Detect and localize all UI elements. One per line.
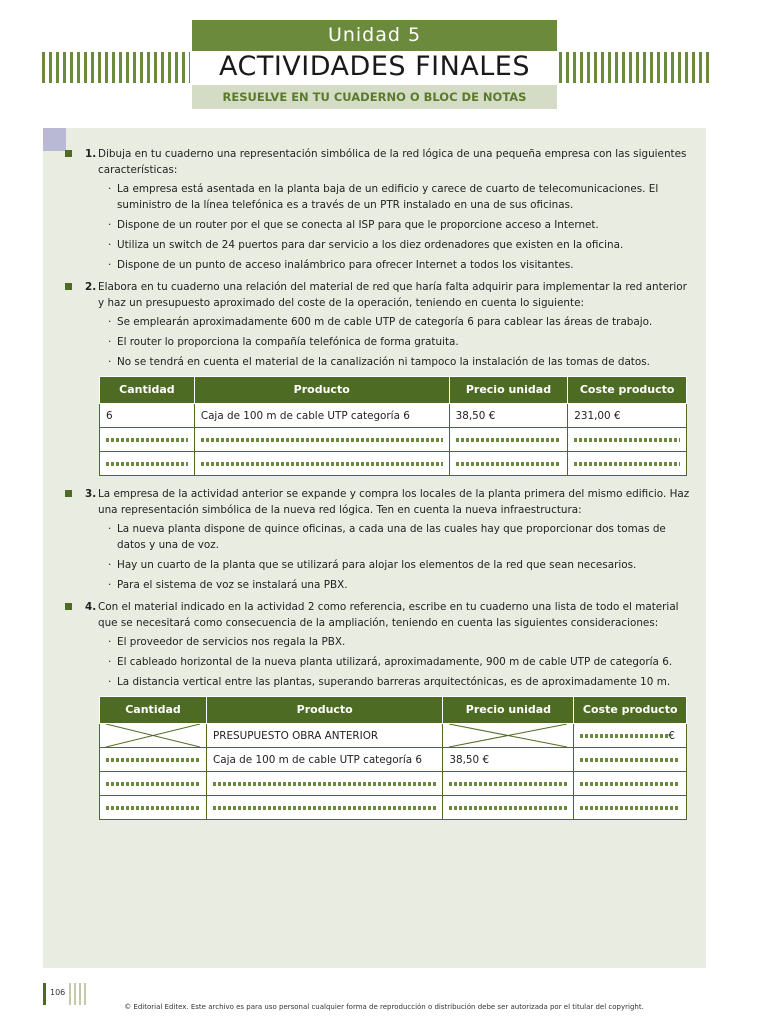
col-header-coste: Coste producto	[568, 377, 687, 404]
list-item: · Utiliza un switch de 24 puertos para dar servicio a los diez ordenadores que existen en la oficina.	[108, 237, 690, 253]
activity-items	[98, 181, 690, 273]
dotted-blank	[201, 462, 443, 466]
budget-table-1	[99, 376, 687, 476]
dotted-blank	[106, 806, 200, 810]
dotted-blank	[213, 806, 436, 810]
activity-number: 3.	[85, 488, 97, 500]
square-bullet-icon	[65, 150, 72, 157]
col-header-precio: Precio unidad	[443, 697, 574, 724]
dotted-blank	[456, 462, 562, 466]
list-item: · Hay un cuarto de la planta que se utilizará para alojar los elementos de la red que sean necesarios.	[108, 557, 690, 573]
dotted-blank	[580, 758, 680, 762]
table-header-row	[100, 697, 687, 724]
activities-list	[62, 146, 690, 830]
square-bullet-icon	[65, 603, 72, 610]
blank-cell	[568, 452, 687, 476]
blank-cell	[574, 772, 687, 796]
list-item: · La empresa está asentada en la planta baja de un edificio y carece de cuarto de telecomunicaciones. El suministro de la línea telefónica es a través de un PTR instalado en una de sus oficinas.	[108, 181, 690, 213]
cell-producto: Caja de 100 m de cable UTP categoría 6	[207, 748, 443, 772]
blank-cell	[443, 796, 574, 820]
table-row	[100, 724, 687, 748]
dotted-blank	[106, 782, 200, 786]
table-row	[100, 452, 687, 476]
col-header-coste: Coste producto	[574, 697, 687, 724]
footer-stripes	[69, 983, 89, 1005]
list-item: · El proveedor de servicios nos regala la PBX.	[108, 634, 690, 650]
header-stripes-right	[559, 52, 709, 83]
activity-1	[62, 146, 690, 273]
list-item: · No se tendrá en cuenta el material de la canalización ni tampoco la instalación de las tomas de datos.	[108, 354, 690, 370]
dotted-blank	[106, 462, 188, 466]
col-header-producto: Producto	[194, 377, 449, 404]
activity-4	[62, 599, 690, 690]
activity-text: La empresa de la actividad anterior se expande y compra los locales de la planta primera del mismo edificio. Haz una representación simbólica de la nueva red lógica. Ten en cuenta la nueva infraestructura:	[98, 488, 690, 516]
activity-number: 4.	[85, 601, 97, 613]
col-header-cantidad: Cantidad	[100, 697, 207, 724]
blank-cell	[443, 772, 574, 796]
dotted-blank	[213, 782, 436, 786]
activity-text: Dibuja en tu cuaderno una representación simbólica de la red lógica de una pequeña empresa con las siguientes características:	[98, 148, 687, 176]
blank-cell	[574, 748, 687, 772]
list-item: · El cableado horizontal de la nueva planta utilizará, aproximadamente, 900 m de cable UTP de categoría 6.	[108, 654, 690, 670]
cell-cantidad: 6	[100, 404, 195, 428]
activity-2	[62, 279, 690, 370]
dotted-blank	[456, 438, 562, 442]
cell-coste	[574, 724, 687, 748]
list-item: · La distancia vertical entre las plantas, superando barreras arquitectónicas, es de aproximadamente 10 m.	[108, 674, 690, 690]
blank-cell	[194, 452, 449, 476]
list-item: · Para el sistema de voz se instalará una PBX.	[108, 577, 690, 593]
crossed-cell	[443, 724, 574, 748]
page-subtitle: RESUELVE EN TU CUADERNO O BLOC DE NOTAS	[192, 85, 557, 109]
blank-cell	[574, 796, 687, 820]
cross-out-icon	[106, 724, 200, 747]
activity-text: Elabora en tu cuaderno una relación del material de red que haría falta adquirir para implementar la red anterior y haz un presupuesto aproximado del coste de la operación, teniendo en cuenta lo siguiente:	[98, 281, 687, 309]
activity-3	[62, 486, 690, 593]
table-row	[100, 772, 687, 796]
blank-cell	[207, 772, 443, 796]
blank-cell	[100, 428, 195, 452]
square-bullet-icon	[65, 283, 72, 290]
list-item: · Se emplearán aproximadamente 600 m de cable UTP de categoría 6 para cablear las áreas de trabajo.	[108, 314, 690, 330]
activity-text: Con el material indicado en la actividad 2 como referencia, escribe en tu cuaderno una lista de todo el material que se necesitará como consecuencia de la ampliación, teniendo en cuenta las siguientes consideraciones:	[98, 601, 679, 629]
dotted-blank	[580, 734, 668, 738]
cell-precio: 38,50 €	[443, 748, 574, 772]
activity-number: 2.	[85, 281, 97, 293]
list-item: · Dispone de un punto de acceso inalámbrico para ofrecer Internet a todos los visitantes.	[108, 257, 690, 273]
dotted-blank	[574, 462, 680, 466]
cell-producto: PRESUPUESTO OBRA ANTERIOR	[207, 724, 443, 748]
table-header-row	[100, 377, 687, 404]
table-row	[100, 748, 687, 772]
crossed-cell	[100, 724, 207, 748]
cell-producto: Caja de 100 m de cable UTP categoría 6	[194, 404, 449, 428]
list-item: · La nueva planta dispone de quince oficinas, a cada una de las cuales hay que proporcionar dos tomas de datos y una de voz.	[108, 521, 690, 553]
list-item: · El router lo proporciona la compañía telefónica de forma gratuita.	[108, 334, 690, 350]
page-number-bar	[43, 983, 46, 1005]
blank-cell	[100, 772, 207, 796]
activity-number: 1.	[85, 148, 97, 160]
blank-cell	[449, 428, 568, 452]
square-bullet-icon	[65, 490, 72, 497]
activity-items	[98, 314, 690, 370]
euro-symbol: €	[668, 729, 676, 742]
dotted-blank	[580, 806, 680, 810]
header-stripes-left	[42, 52, 190, 83]
blank-cell	[194, 428, 449, 452]
dotted-blank	[201, 438, 443, 442]
list-item: · Dispone de un router por el que se conecta al ISP para que le proporcione acceso a Internet.	[108, 217, 690, 233]
cell-coste: 231,00 €	[568, 404, 687, 428]
dotted-blank	[580, 782, 680, 786]
table-row	[100, 428, 687, 452]
activity-items	[98, 634, 690, 690]
page-title: ACTIVIDADES FINALES	[219, 51, 530, 82]
page-number: 106	[50, 988, 66, 997]
col-header-producto: Producto	[207, 697, 443, 724]
blank-cell	[449, 452, 568, 476]
unit-label: Unidad 5	[192, 20, 557, 51]
budget-table-2	[99, 696, 687, 820]
dotted-blank	[449, 806, 567, 810]
copyright-notice: © Editorial Editex. Este archivo es para uso personal cualquier forma de reproducción o distribución debe ser autorizada por el titular del copyright.	[124, 1003, 644, 1011]
blank-cell	[568, 428, 687, 452]
col-header-precio: Precio unidad	[449, 377, 568, 404]
dotted-blank	[574, 438, 680, 442]
blank-cell	[100, 796, 207, 820]
activity-items	[98, 521, 690, 593]
cell-precio: 38,50 €	[449, 404, 568, 428]
dotted-blank	[449, 782, 567, 786]
blank-cell	[100, 748, 207, 772]
table-row	[100, 404, 687, 428]
table-row	[100, 796, 687, 820]
cross-out-icon	[449, 724, 567, 747]
col-header-cantidad: Cantidad	[100, 377, 195, 404]
blank-cell	[100, 452, 195, 476]
dotted-blank	[106, 758, 200, 762]
dotted-blank	[106, 438, 188, 442]
blank-cell	[207, 796, 443, 820]
